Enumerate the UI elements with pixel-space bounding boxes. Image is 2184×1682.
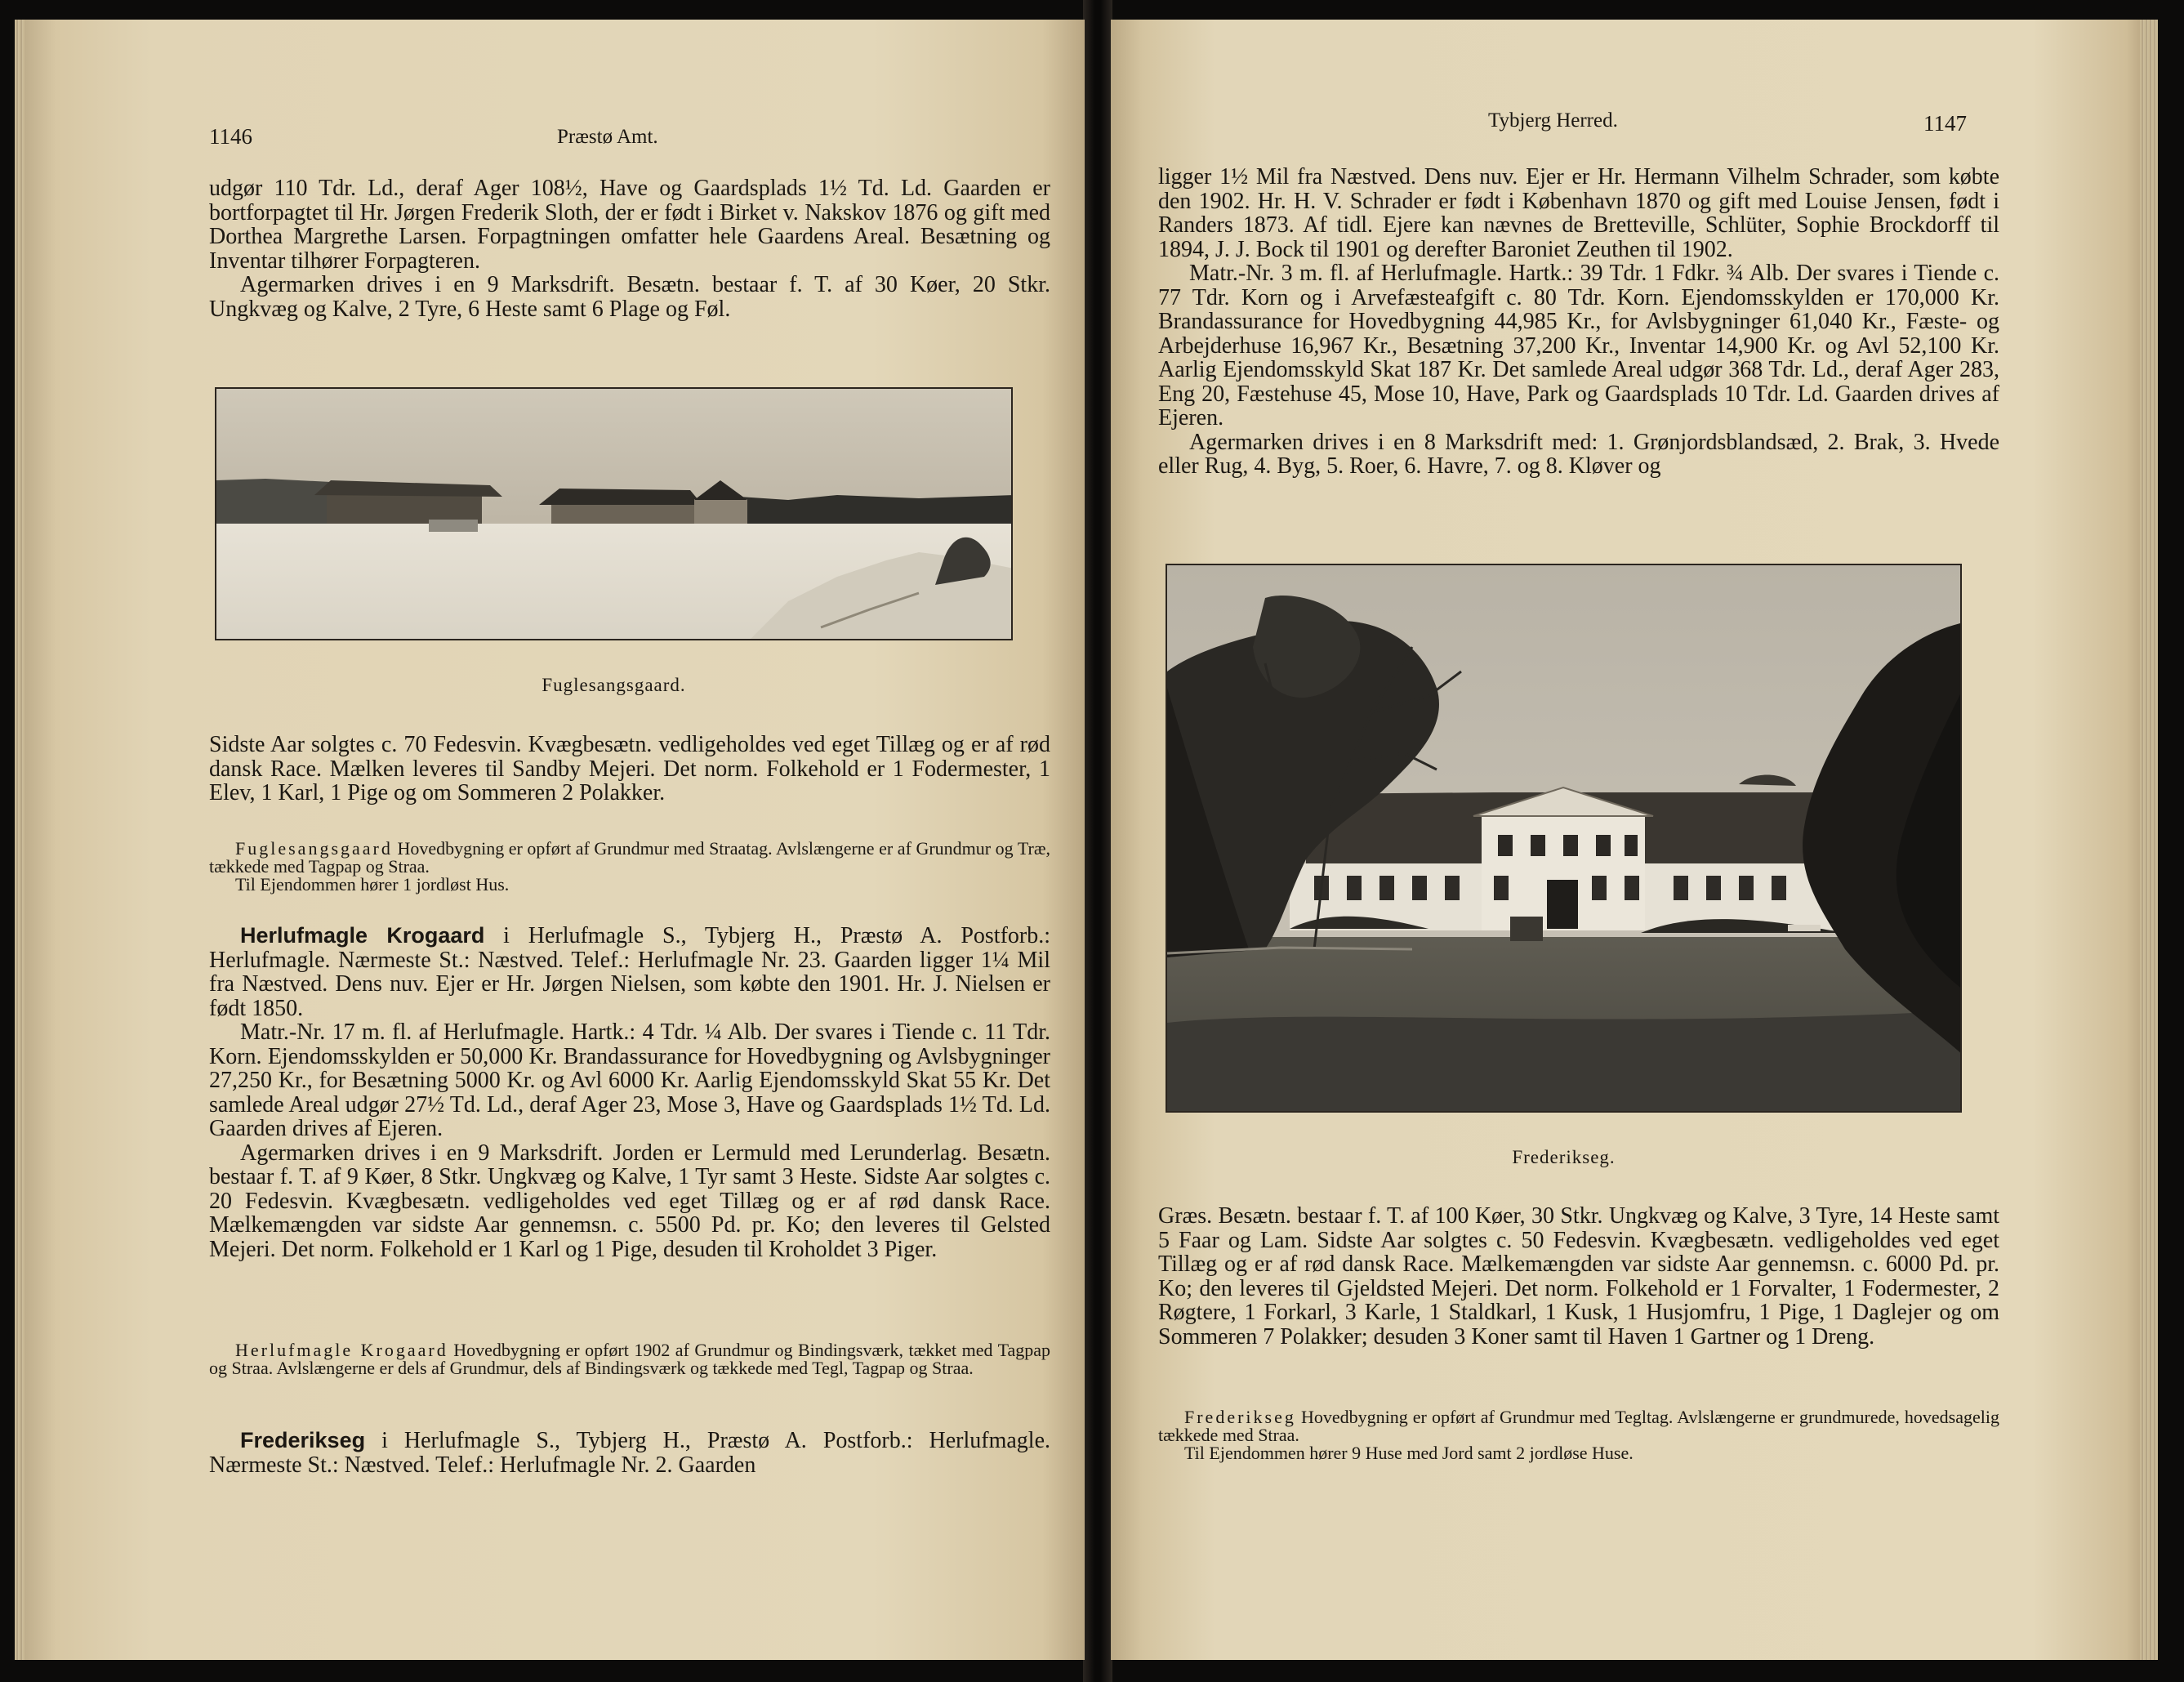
right-small-print — [1158, 1408, 1999, 1462]
estate-name-spaced: Fuglesangsgaard — [235, 838, 393, 859]
paragraph: Matr.-Nr. 3 m. fl. af Herlufmagle. Hartk.: 39 Tdr. 1 Fdkr. ¾ Alb. Der svares i Tiende c. 77 Tdr. Korn og i Arvefæsteafgift c. 80 Tdr. Korn. Ejendomsskylden er 170,000 Kr. Brandassurance for Hovedbygning 44,985 Kr., for Avlsbygninger 61,040 Kr., Fæste- og Arbejderhuse 16,967 Kr., Besætning 37,200 Kr., Inventar 14,900 Kr. og Avl 52,100 Kr. Aarlig Ejendomsskyld Skat 187 Kr. Det samlede Areal udgør 368 Tdr. Ld., deraf Ager 283, Eng 20, Fæstehuse 45, Mose 10, Have, Park og Gaardsplads 10 Tdr. Ld. Gaarden drives af Ejeren. — [1158, 261, 1999, 431]
paragraph — [209, 840, 1050, 876]
left-block1 — [209, 176, 1050, 321]
paragraph — [209, 924, 1050, 1020]
frederikseg-title: Frederikseg — [240, 1428, 366, 1452]
paragraph — [1158, 1408, 1999, 1444]
paragraph — [209, 1341, 1050, 1377]
frederikseg-caption: Frederikseg. — [1512, 1147, 1616, 1167]
small-print-text: Hovedbygning er opført af Grundmur med Tegltag. Avlslængerne er grundmurede, hovedsagelig tækkede med Straa. — [1158, 1407, 1999, 1445]
left-running-head: Præstø Amt. — [557, 126, 658, 148]
paragraph: Græs. Besætn. bestaar f. T. af 100 Køer, 30 Stkr. Ungkvæg og Kalve, 3 Tyre, 14 Heste samt 5 Faar og Lam. Sidste Aar solgtes c. 50 Fedesvin. Kvægbesætn. vedligeholdes ved eget Tillæg og er af rød dansk Race. Mælkemængden var sidste Aar gennemsn. c. 6000 Pd. pr. Ko; den leveres til Gjeldsted Mejeri. Det norm. Folkehold er 1 Forvalter, 1 Fodermester, 2 Røgtere, 1 Forkarl, 3 Karle, 1 Staldkarl, 1 Kusk, 1 Husjomfru, 1 Pige, 1 Daglejer og om Sommeren 7 Polakker; desuden 3 Koner samt til Haven 1 Gartner og 1 Dreng. — [1158, 1203, 1999, 1350]
left-page — [25, 20, 1085, 1660]
frederikseg-photo-image — [1167, 565, 1962, 1113]
krogaard-section — [209, 924, 1050, 1261]
paragraph: Agermarken drives i en 8 Marksdrift med: 1. Grønjordsblandsæd, 2. Brak, 3. Hvede eller Rug, 4. Byg, 5. Roer, 6. Havre, 7. og 8. Kløver og — [1158, 429, 1999, 479]
paragraph — [209, 1429, 1050, 1477]
krogaard-title: Herlufmagle Krogaard — [240, 923, 485, 948]
small-print-text: Hovedbygning er opført 1902 af Grundmur og Bindingsværk, tækket med Tagpap og Straa. Avlslængerne er dels af Grundmur, dels af Bindingsværk og tækkede med Tegl, Tagpap og Straa. — [209, 1340, 1051, 1378]
krogaard-intro: i Herlufmagle S., Tybjerg H., Præstø A. Postforb.: Herlufmagle. Nærmeste St.: Næstved. Telef.: Herlufmagle Nr. 23. Gaarden ligger 1¼ Mil fra Næstved. Dens nuv. Ejer er Hr. Jørgen Nielsen, som købte den 1901. Hr. J. Nielsen er født 1850. — [209, 923, 1050, 1021]
estate-name-spaced: Frederikseg — [1184, 1407, 1296, 1427]
frederikseg-photo — [1166, 564, 1962, 1113]
left-small-print-2 — [209, 1341, 1050, 1377]
left-block2 — [209, 733, 1050, 805]
right-block1 — [1158, 165, 1999, 479]
fuglesangsgaard-caption: Fuglesangsgaard. — [542, 675, 686, 695]
right-block4 — [1158, 1204, 1999, 1349]
book-gutter — [1083, 0, 1112, 1682]
frederikseg-intro: i Herlufmagle S., Tybjerg H., Præstø A. Postforb.: Herlufmagle. Nærmeste St.: Næstved. Telef.: Herlufmagle Nr. 2. Gaarden — [209, 1428, 1050, 1478]
paragraph: Agermarken drives i en 9 Marksdrift. Jorden er Lermuld med Lerunderlag. Besætn. bestaar f. T. af 9 Køer, 8 Stkr. Ungkvæg og Kalve, 1 Tyr samt 3 Heste. Sidste Aar solgtes c. 20 Fedesvin. Kvægbesætn. vedligeholdes ved eget Tillæg og er af rød dansk Race. Mælkemængden var sidste Aar gennemsn. c. 5500 Pd. pr. Ko; den leveres til Gelsted Mejeri. Det norm. Folkehold er 1 Karl og 1 Pige, desuden til Kroholdet 3 Piger. — [209, 1140, 1050, 1262]
small-print-text: Hovedbygning er opført af Grundmur med Straatag. Avlslængerne er af Grundmur og Træ, tækkede med Tagpap og Straa. — [209, 838, 1051, 877]
frederikseg-section — [209, 1429, 1050, 1477]
right-page — [1111, 20, 2158, 1660]
paragraph: Til Ejendommen hører 1 jordløst Hus. — [235, 874, 510, 895]
right-page-number: 1147 — [1923, 111, 1967, 136]
left-page-number: 1146 — [209, 124, 252, 149]
paragraph: Sidste Aar solgtes c. 70 Fedesvin. Kvægbesætn. vedligeholdes ved eget Tillæg og er af rød dansk Race. Mælken leveres til Sandby Mejeri. Det norm. Folkehold er 1 Fodermester, 1 Elev, 1 Karl, 1 Pige og om Sommeren 2 Polakker. — [209, 732, 1050, 805]
right-running-head: Tybjerg Herred. — [1488, 109, 1618, 132]
paragraph: udgør 110 Tdr. Ld., deraf Ager 108½, Have og Gaardsplads 1½ Td. Ld. Gaarden er bortforpagtet til Hr. Jørgen Frederik Sloth, der er født i Birket v. Nakskov 1876 og gift med Dorthea Margrethe Larsen. Forpagtningen omfatter hele Gaardens Areal. Besætning og Inventar tilhører Forpagteren. — [209, 176, 1050, 274]
paragraph: ligger 1½ Mil fra Næstved. Dens nuv. Ejer er Hr. Hermann Vilhelm Schrader, som købte den 1902. Hr. H. V. Schrader er født i København 1870 og gift med Louise Jensen, født i Randers 1873. Af tidl. Ejere kan nævnes de Bretteville, Schlüter, Sophie Brockdorff til 1894, J. J. Bock til 1901 og derefter Baroniet Zeuthen til 1902. — [1158, 164, 1999, 262]
estate-name-spaced: Herlufmagle Krogaard — [235, 1340, 448, 1360]
paragraph: Agermarken drives i en 9 Marksdrift. Besætn. bestaar f. T. af 30 Køer, 20 Stkr. Ungkvæg og Kalve, 2 Tyre, 6 Heste samt 6 Plage og Føl. — [209, 272, 1050, 322]
left-small-print-1 — [209, 840, 1050, 894]
fuglesangsgaard-photo — [215, 387, 1013, 640]
fuglesangsgaard-photo-image — [216, 389, 1013, 640]
right-page-edge — [2140, 20, 2158, 1660]
paragraph: Til Ejendommen hører 9 Huse med Jord samt 2 jordløse Huse. — [1184, 1443, 1634, 1463]
paragraph: Matr.-Nr. 17 m. fl. af Herlufmagle. Hartk.: 4 Tdr. ¼ Alb. Der svares i Tiende c. 11 Tdr. Korn. Ejendomsskylden er 50,000 Kr. Brandassurance for Hovedbygning og Avlsbygninger 27,250 Kr., for Besætning 5000 Kr. og Avl 6000 Kr. Aarlig Ejendomsskyld Skat 55 Kr. Det samlede Areal udgør 27½ Td. Ld., deraf Ager 23, Mose 3, Have og Gaardsplads 1½ Td. Ld. Gaarden drives af Ejeren. — [209, 1019, 1050, 1141]
